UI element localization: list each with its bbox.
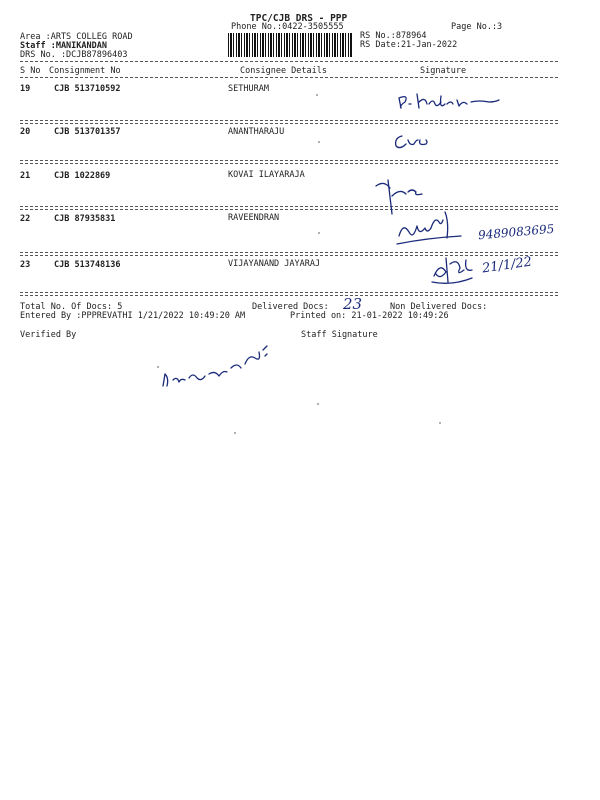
- row-consignment: CJB 513701357: [54, 127, 121, 137]
- header-divider: [20, 61, 558, 62]
- verifier-signature: [155, 336, 285, 396]
- handwritten-delivered-count: 23: [343, 295, 363, 313]
- signature-row-19: [395, 86, 505, 114]
- row-sno: 22: [20, 214, 31, 224]
- speck: [317, 403, 319, 405]
- row-divider: [20, 160, 558, 161]
- column-divider: [20, 77, 558, 78]
- row-sno: 21: [20, 171, 31, 181]
- row-consignee: ANANTHARAJU: [228, 127, 285, 137]
- column-signature: Signature: [420, 66, 467, 76]
- page-number: Page No.:3: [451, 22, 503, 32]
- column-consignment: Consignment No: [49, 66, 121, 76]
- row-divider: [20, 209, 558, 210]
- row-divider: [20, 295, 558, 296]
- signature-row-22: [395, 208, 465, 248]
- speck: [234, 432, 236, 434]
- printed-on: Printed on: 21-01-2022 10:49:26: [290, 311, 449, 321]
- column-consignee: Consignee Details: [240, 66, 327, 76]
- non-delivered-docs: Non Delivered Docs:: [390, 302, 488, 312]
- row-divider: [20, 123, 558, 124]
- drs-number: DRS No. :DCJB87896403: [20, 50, 128, 60]
- verified-by: Verified By: [20, 330, 77, 340]
- entered-by: Entered By :PPPREVATHI 1/21/2022 10:49:20 AM: [20, 311, 246, 321]
- row-consignee: RAVEENDRAN: [228, 213, 280, 223]
- row-divider: [20, 292, 558, 293]
- row-divider: [20, 206, 558, 207]
- row-divider: [20, 120, 558, 121]
- document-title: TPC/CJB DRS - PPP: [250, 13, 348, 24]
- area-label: Area :ARTS COLLEG ROAD: [20, 32, 133, 42]
- delivered-docs: Delivered Docs:: [252, 302, 329, 312]
- row-divider: [20, 163, 558, 164]
- row-consignment: CJB 1022869: [54, 171, 111, 181]
- row-consignment: CJB 513748136: [54, 260, 121, 270]
- row-consignee: VIJAYANAND JAYARAJ: [228, 259, 321, 269]
- barcode: [228, 33, 352, 57]
- row-consignment: CJB 513710592: [54, 84, 121, 94]
- handwritten-date: 21/1/22: [481, 254, 533, 277]
- speck: [316, 94, 318, 96]
- staff-label: Staff :MANIKANDAN: [20, 41, 107, 51]
- total-docs: Total No. Of Docs: 5: [20, 302, 123, 312]
- row-consignment: CJB 87935831: [54, 214, 116, 224]
- row-consignee: SETHURAM: [228, 84, 269, 94]
- rs-number: RS No.:878964: [360, 31, 427, 41]
- row-sno: 20: [20, 127, 31, 137]
- signature-row-20: [392, 130, 432, 152]
- speck: [157, 366, 159, 368]
- phone-number: Phone No.:0422-3505555: [231, 22, 344, 32]
- handwritten-phone: 9489083695: [477, 221, 555, 243]
- row-sno: 19: [20, 84, 31, 94]
- speck: [318, 232, 320, 234]
- row-sno: 23: [20, 260, 31, 270]
- speck: [439, 422, 441, 424]
- signature-row-23: [428, 250, 488, 290]
- column-sno: S No: [20, 66, 41, 76]
- speck: [318, 141, 320, 143]
- rs-date: RS Date:21-Jan-2022: [360, 40, 458, 50]
- staff-signature-label: Staff Signature: [301, 330, 378, 340]
- row-consignee: KOVAI ILAYARAJA: [228, 170, 305, 180]
